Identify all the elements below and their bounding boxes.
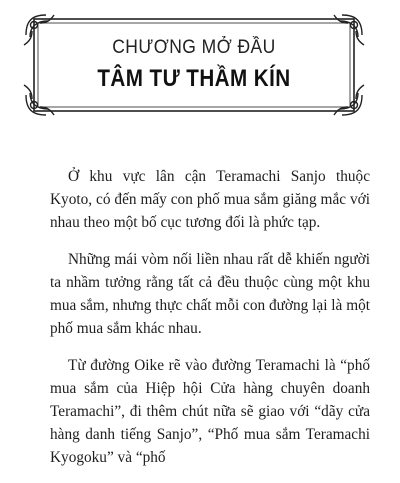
- chapter-label: CHƯƠNG MỞ ĐẦU: [112, 37, 276, 58]
- chapter-title-frame: [24, 15, 364, 115]
- paragraph: Từ đường Oike rẽ vào đường Teramachi là “phố mua sắm của Hiệp hội Cửa hàng chuyên doanh Teramachi”, đi thêm chút nữa sẽ giao với “dãy cửa hàng danh tiếng Sanjo”, “Phố mua sắm Teramachi Kyogoku” và “phố: [50, 357, 370, 466]
- paragraph: Ở khu vực lân cận Teramachi Sanjo thuộc Kyoto, có đến mấy con phố mua sắm giăng mắc với nhau theo một bố cục tương đối là phức tạp.: [50, 168, 370, 231]
- body-text: [50, 165, 370, 483]
- chapter-title: TÂM TƯ THẦM KÍN: [97, 65, 291, 92]
- paragraph: Những mái vòm nối liền nhau rất dễ khiến người ta nhầm tưởng rằng tất cả đều thuộc cùng một khu mua sắm, nhưng thực chất mỗi con đường lại là một phố mua sắm khác nhau.: [50, 251, 370, 337]
